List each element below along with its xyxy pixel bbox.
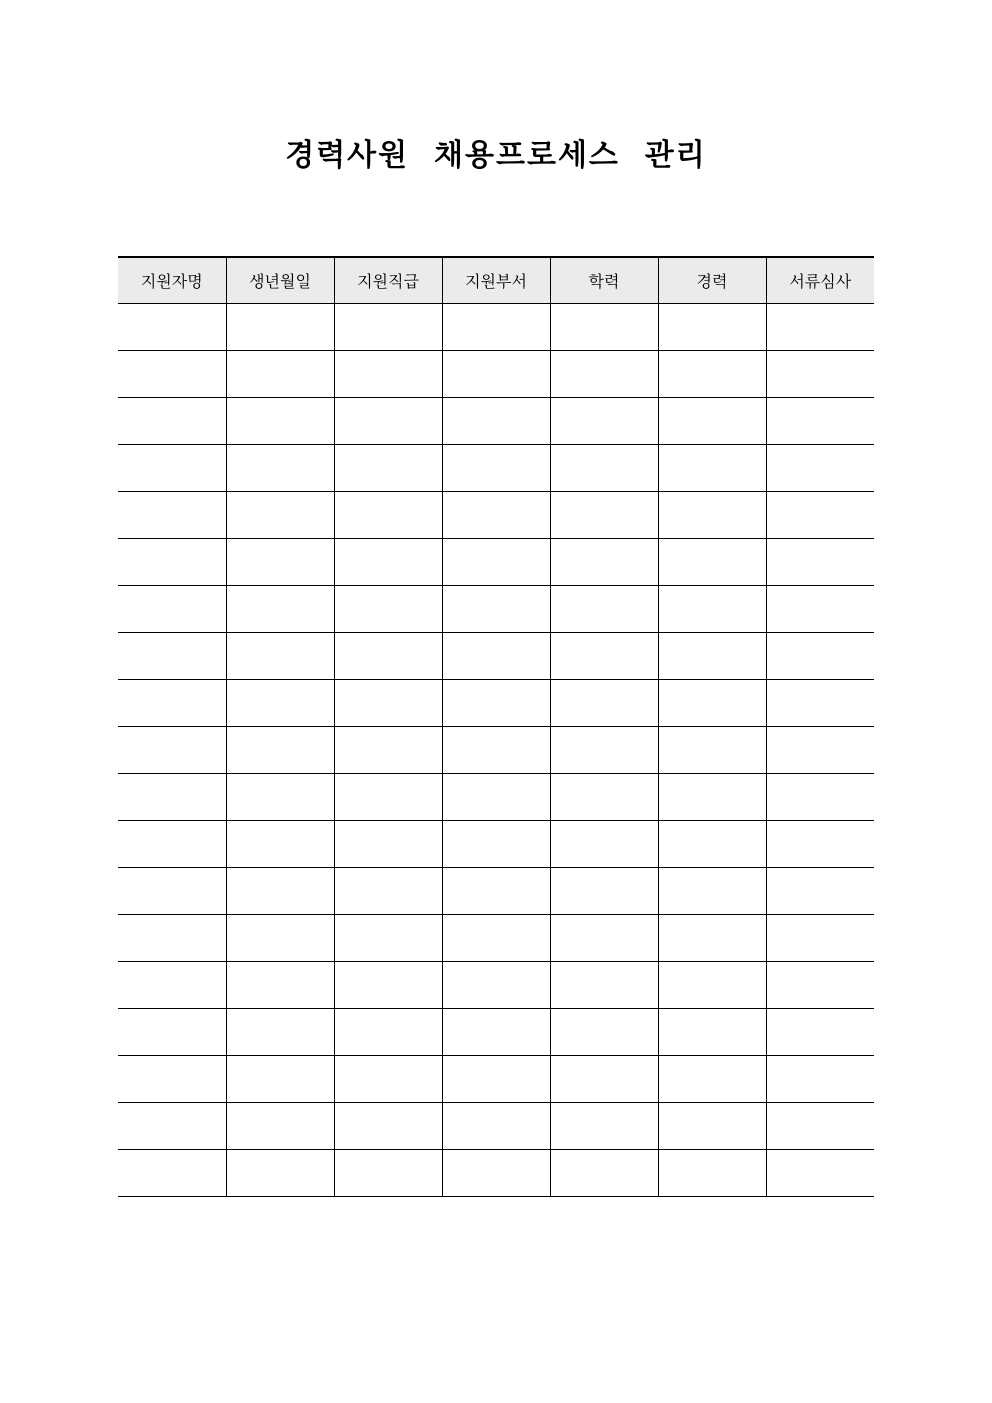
table-cell[interactable] bbox=[766, 774, 874, 821]
table-cell[interactable] bbox=[334, 774, 442, 821]
table-cell[interactable] bbox=[118, 633, 226, 680]
table-cell[interactable] bbox=[658, 962, 766, 1009]
table-cell[interactable] bbox=[226, 1150, 334, 1197]
table-cell[interactable] bbox=[442, 1009, 550, 1056]
table-cell[interactable] bbox=[334, 351, 442, 398]
header-career: 경력 bbox=[658, 257, 766, 304]
header-department: 지원부서 bbox=[442, 257, 550, 304]
table-cell[interactable] bbox=[118, 1150, 226, 1197]
table-cell[interactable] bbox=[334, 1150, 442, 1197]
table-row bbox=[118, 351, 874, 398]
header-row bbox=[118, 257, 874, 304]
table-cell[interactable] bbox=[118, 915, 226, 962]
table-cell[interactable] bbox=[550, 821, 658, 868]
table-cell[interactable] bbox=[442, 445, 550, 492]
table-cell[interactable] bbox=[658, 398, 766, 445]
table-cell[interactable] bbox=[766, 1103, 874, 1150]
table-cell[interactable] bbox=[226, 915, 334, 962]
table-cell[interactable] bbox=[442, 727, 550, 774]
table-cell[interactable] bbox=[442, 1103, 550, 1150]
table-cell[interactable] bbox=[334, 1056, 442, 1103]
table-cell[interactable] bbox=[766, 351, 874, 398]
table-cell[interactable] bbox=[118, 586, 226, 633]
header-position: 지원직급 bbox=[334, 257, 442, 304]
table-cell[interactable] bbox=[334, 680, 442, 727]
table-cell[interactable] bbox=[118, 774, 226, 821]
table-row bbox=[118, 1056, 874, 1103]
table-cell[interactable] bbox=[442, 539, 550, 586]
table-cell[interactable] bbox=[766, 586, 874, 633]
table-cell[interactable] bbox=[334, 633, 442, 680]
table-cell[interactable] bbox=[334, 821, 442, 868]
recruitment-table bbox=[118, 256, 874, 1197]
table-cell[interactable] bbox=[550, 539, 658, 586]
table-cell[interactable] bbox=[766, 915, 874, 962]
table-cell[interactable] bbox=[442, 962, 550, 1009]
table-cell[interactable] bbox=[226, 398, 334, 445]
header-applicant-name: 지원자명 bbox=[118, 257, 226, 304]
table-row bbox=[118, 680, 874, 727]
table-cell[interactable] bbox=[658, 774, 766, 821]
table-cell[interactable] bbox=[226, 962, 334, 1009]
table-cell[interactable] bbox=[226, 304, 334, 351]
table-cell[interactable] bbox=[226, 586, 334, 633]
table-cell[interactable] bbox=[658, 868, 766, 915]
table-body bbox=[118, 304, 874, 1197]
table-row bbox=[118, 492, 874, 539]
table-cell[interactable] bbox=[226, 351, 334, 398]
table-cell[interactable] bbox=[766, 445, 874, 492]
table-cell[interactable] bbox=[118, 1103, 226, 1150]
table-cell[interactable] bbox=[766, 1056, 874, 1103]
table-cell[interactable] bbox=[658, 539, 766, 586]
table-cell[interactable] bbox=[226, 680, 334, 727]
table-cell[interactable] bbox=[442, 304, 550, 351]
table-row bbox=[118, 445, 874, 492]
table-cell[interactable] bbox=[658, 1103, 766, 1150]
table-cell[interactable] bbox=[550, 304, 658, 351]
table-cell[interactable] bbox=[550, 727, 658, 774]
table-cell[interactable] bbox=[442, 586, 550, 633]
table-cell[interactable] bbox=[658, 633, 766, 680]
table-cell[interactable] bbox=[334, 539, 442, 586]
table-cell[interactable] bbox=[442, 915, 550, 962]
table-cell[interactable] bbox=[766, 680, 874, 727]
table-cell[interactable] bbox=[658, 680, 766, 727]
table-cell[interactable] bbox=[550, 351, 658, 398]
table-cell[interactable] bbox=[442, 633, 550, 680]
table-cell[interactable] bbox=[334, 492, 442, 539]
table-cell[interactable] bbox=[334, 445, 442, 492]
table-cell[interactable] bbox=[226, 1056, 334, 1103]
table-cell[interactable] bbox=[658, 445, 766, 492]
table-cell[interactable] bbox=[550, 1009, 658, 1056]
table-row bbox=[118, 539, 874, 586]
table-cell[interactable] bbox=[658, 1056, 766, 1103]
table-cell[interactable] bbox=[766, 727, 874, 774]
table-row bbox=[118, 633, 874, 680]
table-row bbox=[118, 962, 874, 1009]
table-row bbox=[118, 774, 874, 821]
table-cell[interactable] bbox=[118, 680, 226, 727]
table-row bbox=[118, 868, 874, 915]
table-cell[interactable] bbox=[550, 1150, 658, 1197]
table-cell[interactable] bbox=[766, 962, 874, 1009]
table-cell[interactable] bbox=[658, 351, 766, 398]
table-row bbox=[118, 398, 874, 445]
table-cell[interactable] bbox=[658, 727, 766, 774]
table-cell[interactable] bbox=[550, 868, 658, 915]
table-cell[interactable] bbox=[118, 1056, 226, 1103]
table-row bbox=[118, 1150, 874, 1197]
table-cell[interactable] bbox=[658, 821, 766, 868]
table-cell[interactable] bbox=[118, 727, 226, 774]
table-header bbox=[118, 257, 874, 304]
header-document-screening: 서류심사 bbox=[766, 257, 874, 304]
table-cell[interactable] bbox=[442, 774, 550, 821]
table-cell[interactable] bbox=[118, 1009, 226, 1056]
table-cell[interactable] bbox=[442, 492, 550, 539]
table-cell[interactable] bbox=[118, 351, 226, 398]
table-cell[interactable] bbox=[118, 398, 226, 445]
table-cell[interactable] bbox=[118, 539, 226, 586]
header-education: 학력 bbox=[550, 257, 658, 304]
table-cell[interactable] bbox=[334, 727, 442, 774]
table-cell[interactable] bbox=[334, 398, 442, 445]
table-cell[interactable] bbox=[766, 539, 874, 586]
table-cell[interactable] bbox=[550, 398, 658, 445]
header-birth-date: 생년월일 bbox=[226, 257, 334, 304]
table-cell[interactable] bbox=[658, 915, 766, 962]
table-cell[interactable] bbox=[118, 492, 226, 539]
table-cell[interactable] bbox=[334, 915, 442, 962]
table-cell[interactable] bbox=[766, 492, 874, 539]
table-cell[interactable] bbox=[226, 492, 334, 539]
table-row bbox=[118, 727, 874, 774]
table-cell[interactable] bbox=[334, 962, 442, 1009]
table-cell[interactable] bbox=[550, 962, 658, 1009]
page-title: 경력사원 채용프로세스 관리 bbox=[285, 138, 707, 173]
table-cell[interactable] bbox=[334, 1009, 442, 1056]
table-cell[interactable] bbox=[118, 821, 226, 868]
table-cell[interactable] bbox=[226, 774, 334, 821]
table-cell[interactable] bbox=[658, 1150, 766, 1197]
table-cell[interactable] bbox=[226, 539, 334, 586]
table-cell[interactable] bbox=[442, 821, 550, 868]
table-cell[interactable] bbox=[766, 304, 874, 351]
table-cell[interactable] bbox=[766, 398, 874, 445]
table-cell[interactable] bbox=[334, 868, 442, 915]
table-cell[interactable] bbox=[550, 445, 658, 492]
table-cell[interactable] bbox=[766, 633, 874, 680]
table-cell[interactable] bbox=[334, 1103, 442, 1150]
table-cell[interactable] bbox=[550, 915, 658, 962]
table-cell[interactable] bbox=[766, 1150, 874, 1197]
table-cell[interactable] bbox=[118, 445, 226, 492]
table-cell[interactable] bbox=[442, 1150, 550, 1197]
table-cell[interactable] bbox=[334, 586, 442, 633]
table-cell[interactable] bbox=[550, 1056, 658, 1103]
table-cell[interactable] bbox=[118, 304, 226, 351]
table-cell[interactable] bbox=[226, 633, 334, 680]
table-cell[interactable] bbox=[442, 1056, 550, 1103]
table-cell[interactable] bbox=[550, 680, 658, 727]
table-cell[interactable] bbox=[658, 1009, 766, 1056]
table-cell[interactable] bbox=[226, 727, 334, 774]
table-cell[interactable] bbox=[550, 586, 658, 633]
table-cell[interactable] bbox=[226, 1103, 334, 1150]
table-cell[interactable] bbox=[226, 868, 334, 915]
table-cell[interactable] bbox=[442, 398, 550, 445]
table-cell[interactable] bbox=[658, 492, 766, 539]
table-row bbox=[118, 915, 874, 962]
table-row bbox=[118, 1103, 874, 1150]
table-row bbox=[118, 586, 874, 633]
table-cell[interactable] bbox=[118, 962, 226, 1009]
table-cell[interactable] bbox=[766, 821, 874, 868]
table-cell[interactable] bbox=[550, 492, 658, 539]
table-cell[interactable] bbox=[442, 351, 550, 398]
table-cell[interactable] bbox=[118, 868, 226, 915]
table-cell[interactable] bbox=[550, 1103, 658, 1150]
table-cell[interactable] bbox=[226, 821, 334, 868]
table-cell[interactable] bbox=[226, 1009, 334, 1056]
table-cell[interactable] bbox=[442, 680, 550, 727]
table-cell[interactable] bbox=[226, 445, 334, 492]
table-cell[interactable] bbox=[550, 774, 658, 821]
table-cell[interactable] bbox=[334, 304, 442, 351]
table-row bbox=[118, 821, 874, 868]
table-cell[interactable] bbox=[550, 633, 658, 680]
table-cell[interactable] bbox=[658, 304, 766, 351]
table-cell[interactable] bbox=[442, 868, 550, 915]
table-row bbox=[118, 304, 874, 351]
table-cell[interactable] bbox=[766, 1009, 874, 1056]
table-cell[interactable] bbox=[658, 586, 766, 633]
table-cell[interactable] bbox=[766, 868, 874, 915]
table-row bbox=[118, 1009, 874, 1056]
